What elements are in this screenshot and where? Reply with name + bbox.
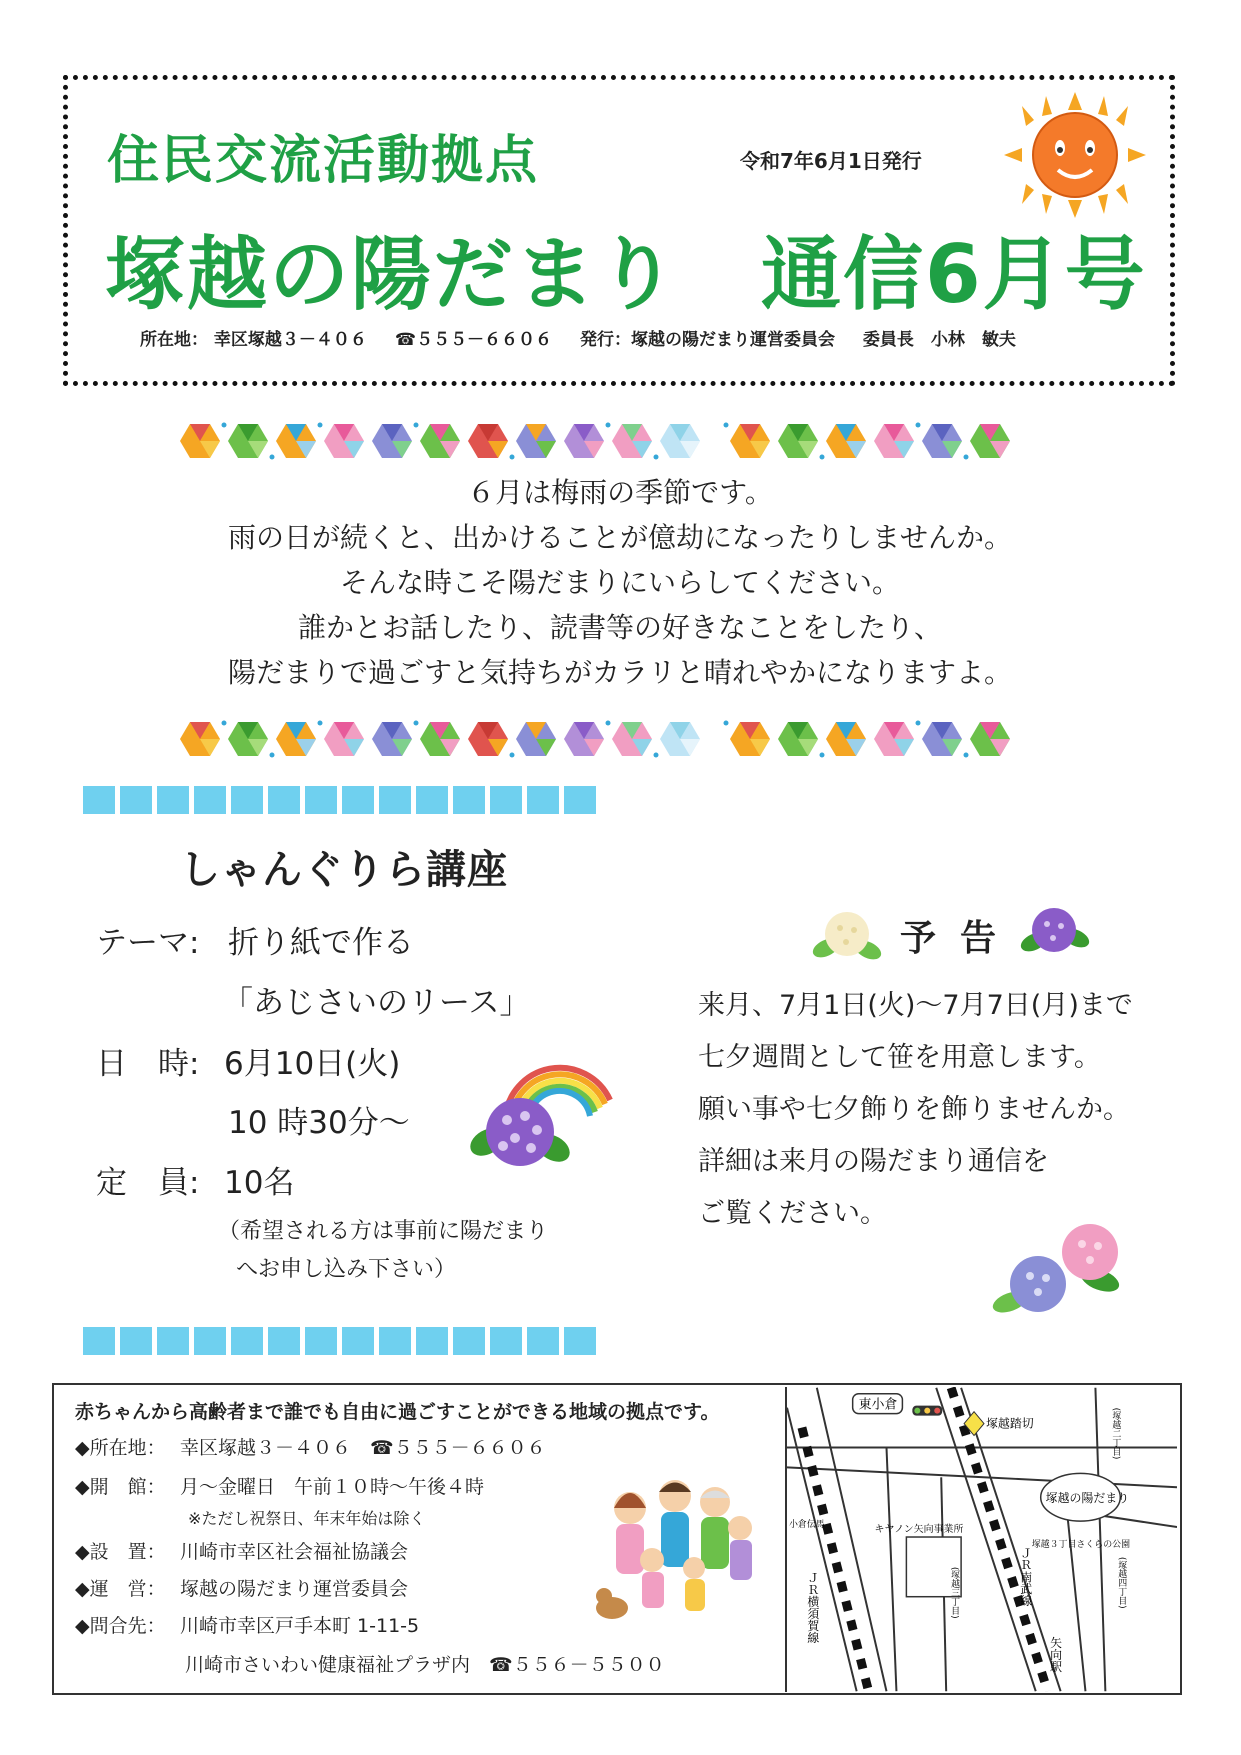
preview-body — [698, 980, 1133, 1240]
decorative-square-strip — [83, 786, 596, 814]
lecture-date-label: 日 時: — [96, 1046, 200, 1082]
header-chair: 委員長 小林 敏夫 — [862, 330, 1016, 350]
footer-hours-value: 月～金曜日 午前１０時～午後４時 — [180, 1476, 485, 1498]
lecture-theme-title: 「あじさいのリース」 — [222, 985, 531, 1021]
footer-operator-label: ◆運 営： — [75, 1578, 166, 1600]
footer-established-value: 川崎市幸区社会福祉協議会 — [180, 1541, 409, 1563]
sun-icon — [1000, 90, 1150, 220]
organization-name: 住民交流活動拠点 — [107, 131, 540, 191]
footer-contact-label: ◆問合先： — [75, 1615, 166, 1637]
access-map — [785, 1387, 1177, 1692]
footer-tagline: 赤ちゃんから高齢者まで誰でも自由に過ごすことができる地域の拠点です。 — [75, 1401, 720, 1423]
intro-line: ６月は梅雨の季節です。 — [467, 476, 773, 509]
lecture-note — [218, 1213, 548, 1289]
footer-hours-note: ※ただし祝祭日、年末年始は除く — [188, 1509, 426, 1528]
intro-message — [100, 470, 1140, 695]
map-label-canon: キヤノン矢向事業所 — [874, 1524, 964, 1536]
footer-contact-value: 川崎市幸区戸手本町 1-11-5 — [180, 1615, 420, 1637]
footer-location-label: ◆所在地： — [75, 1437, 166, 1459]
newsletter-title: 塚越の陽だまり 通信6月号 — [105, 228, 1147, 321]
footer-operator — [75, 1574, 408, 1601]
map-label-yako: 矢向駅 — [1048, 1636, 1063, 1673]
header-address: 所在地： 幸区塚越３－４０６ — [140, 330, 367, 350]
intro-line: 雨の日が続くと、出かけることが億劫になったりしませんか。 — [227, 521, 1012, 554]
footer-contact — [75, 1611, 419, 1638]
decorative-hexagon-row — [180, 715, 1060, 763]
header-info — [140, 325, 1038, 350]
footer-established — [75, 1537, 408, 1564]
purple-hydrangea-icon — [1020, 902, 1090, 958]
footer-established-label: ◆設 置： — [75, 1541, 166, 1563]
lecture-capacity-label: 定 員: — [96, 1165, 200, 1201]
lecture-note-line: （希望される方は事前に陽だまり — [218, 1219, 549, 1244]
lecture-date: 6月10日(火) — [224, 1046, 401, 1082]
header-phone: ☎５５５－６６０６ — [394, 330, 553, 350]
intro-line: 陽だまりで過ごすと気持ちがカラリと晴れやかになりますよ。 — [227, 656, 1012, 689]
family-illustration-icon — [590, 1468, 760, 1628]
decorative-hexagon-row — [180, 417, 1060, 465]
preview-line: 七夕週間として笹を用意します。 — [698, 1042, 1101, 1073]
rainbow-hydrangea-icon — [465, 1050, 615, 1180]
preview-line: ご覧ください。 — [698, 1198, 887, 1229]
map-label-tsukagoshi2: (塚越二丁目) — [1110, 1407, 1121, 1460]
footer-hours-label: ◆開 館： — [75, 1476, 166, 1498]
footer-contact-detail: 川崎市さいわい健康福祉プラザ内 ☎５５６－５５００ — [185, 1654, 665, 1676]
lecture-time: 10 時30分～ — [228, 1105, 410, 1141]
footer-location-value: 幸区塚越３－４０６ ☎５５５－６６０６ — [180, 1437, 546, 1459]
map-label-higashi-ogura: 東小倉 — [858, 1397, 898, 1413]
hexagon-pattern — [180, 423, 1010, 460]
map-label-crossing: 塚越踏切 — [985, 1416, 1034, 1431]
footer-location — [75, 1433, 546, 1460]
map-label-tsukagoshi4: (塚越四丁目) — [1116, 1556, 1127, 1609]
map-label-park: 塚越３丁目さくらの公園 — [1031, 1539, 1131, 1550]
white-hydrangea-icon — [812, 908, 882, 964]
hydrangea-pair-icon — [990, 1212, 1140, 1322]
preview-title: 予告 — [900, 918, 1021, 959]
preview-line: 詳細は来月の陽だまり通信を — [698, 1146, 1049, 1177]
preview-line: 願い事や七夕飾りを飾りませんか。 — [698, 1094, 1130, 1125]
map-label-nambu: ＪＲ南武線 — [1018, 1546, 1033, 1607]
map-label-yokosuka: ＪＲ横須賀線 — [805, 1571, 820, 1644]
lecture-title: しゃんぐりら講座 — [180, 847, 508, 893]
footer-hours — [75, 1472, 484, 1499]
intro-line: 誰かとお話したり、読書等の好きなことをしたり、 — [297, 611, 942, 644]
map-label-shiroishi: 小倉伝馬 — [788, 1520, 825, 1531]
lecture-note-line: へお申し込み下さい） — [236, 1257, 457, 1282]
footer-operator-value: 塚越の陽だまり運営委員会 — [180, 1578, 409, 1600]
preview-line: 来月、7月1日(火)～7月7日(月)まで — [698, 990, 1133, 1021]
map-label-hidamari: 塚越の陽だまり — [1045, 1491, 1130, 1506]
decorative-square-strip — [83, 1327, 596, 1355]
lecture-theme-label: テーマ: — [96, 925, 200, 961]
intro-line: そんな時こそ陽だまりにいらしてください。 — [339, 566, 900, 599]
map-label-tsukagoshi3: (塚越三丁目) — [949, 1566, 960, 1619]
issue-date: 令和7年6月1日発行 — [740, 149, 922, 173]
lecture-theme: 折り紙で作る — [228, 925, 414, 961]
header-publisher: 発行：塚越の陽だまり運営委員会 — [579, 330, 835, 350]
hexagon-pattern — [180, 721, 1010, 758]
lecture-capacity: 10名 — [224, 1165, 295, 1201]
